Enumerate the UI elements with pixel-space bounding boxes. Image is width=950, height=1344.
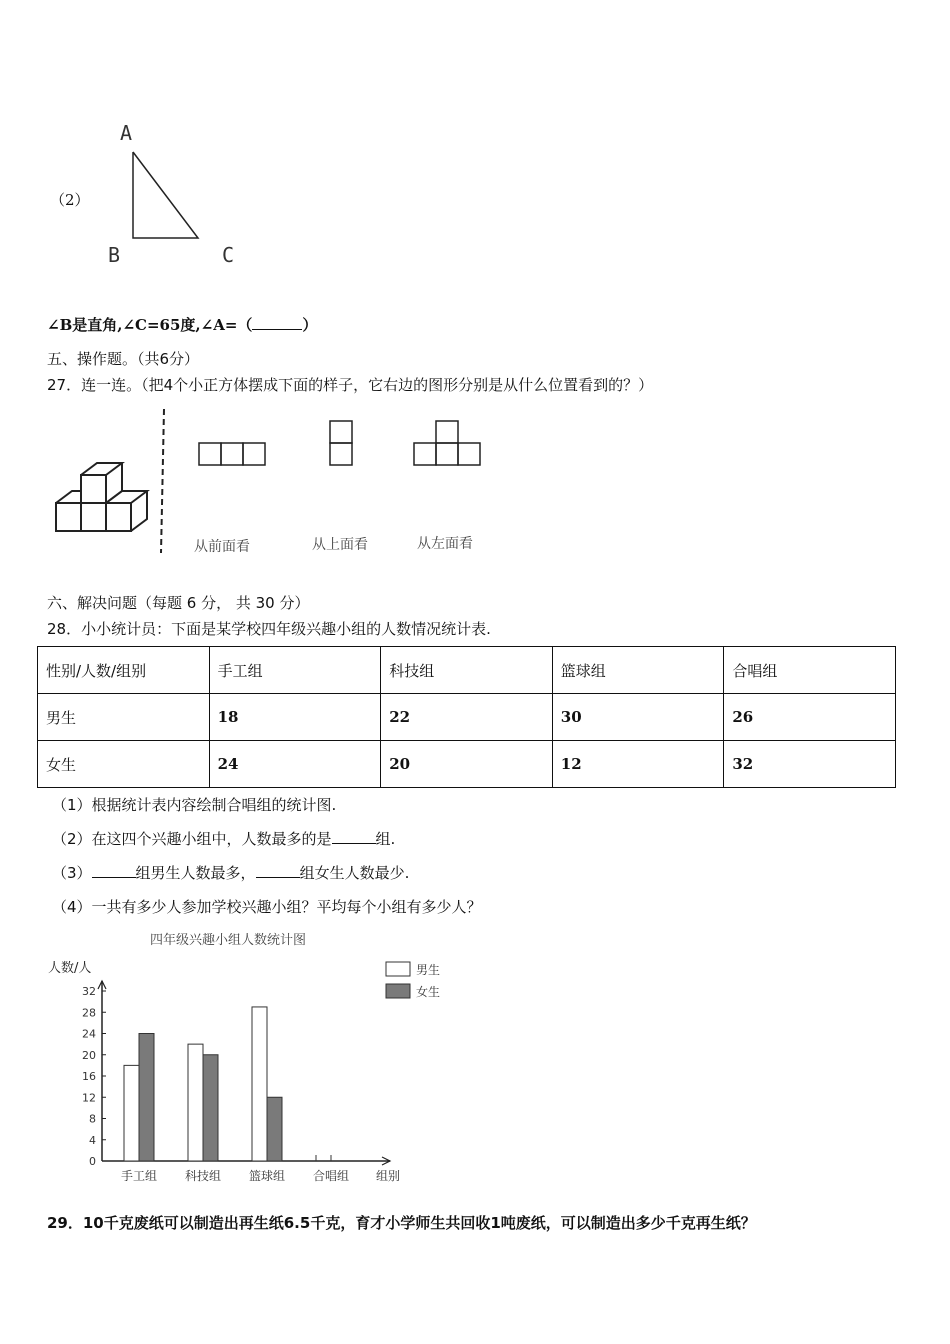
table-header-cell: 合唱组 [724,647,896,694]
y-tick-label: 8 [89,1112,96,1126]
y-tick-label: 4 [89,1133,96,1147]
dashed-divider [161,409,164,553]
table-header-row [38,647,896,694]
y-tick-label: 16 [82,1070,96,1083]
vertex-c-label: C [222,243,235,267]
legend-swatch-female [386,984,410,998]
q28-sub3 [52,862,409,883]
y-tick-label: 20 [82,1048,96,1062]
table-cell: 22 [381,694,553,741]
q28-sub2-prefix: （2）在这四个兴趣小组中，人数最多的是 [52,830,332,848]
q28-sub2-suffix: 组. [375,830,396,848]
q28-text: 28．小小统计员：下面是某学校四年级兴趣小组的人数情况统计表. [47,620,491,638]
q29-text: 29．10千克废纸可以制造出再生纸6.5千克，育才小学师生共回收1吨废纸，可以制造出多少千克再生纸？ [47,1214,756,1232]
table-header-cell: 手工组 [209,647,381,694]
bar-female [267,1097,282,1161]
table-row [38,694,896,741]
q28-sub3-suffix: 组女生人数最少. [299,864,410,882]
q28-sub4: （4）一共有多少人参加学校兴趣小组？平均每个小组有多少人？ [52,898,482,916]
answer-blank-angle-a[interactable] [252,315,302,330]
chart-x-label: 组别 [376,1169,401,1183]
vertex-b-label: B [108,243,121,267]
triangle-question-suffix: ） [302,316,318,334]
q28-sub3-prefix: （3） [52,864,92,882]
q28-sub3-mid: 组男生人数最多， [135,864,256,882]
table-header-cell: 篮球组 [552,647,724,694]
legend-label-female: 女生 [416,985,441,999]
triangle-outline [133,152,198,238]
q28-sub1: （1）根据统计表内容绘制合唱组的统计图. [52,796,337,814]
q28-sub2 [52,828,395,849]
front-view-shape [199,443,265,465]
top-view-shape [330,421,352,465]
table-row [38,741,896,788]
right-triangle-figure [100,118,250,273]
y-tick-label: 28 [82,1006,96,1020]
answer-blank-sub2[interactable] [332,829,376,844]
bar-male [188,1044,203,1161]
section6-heading: 六、解决问题（每题 6 分， 共 30 分） [47,594,310,612]
bar-chart [40,925,480,1190]
q27-text: 27．连一连。（把4个小正方体摆成下面的样子，它右边的图形分别是从什么位置看到的？） [47,376,654,394]
legend-label-male: 男生 [416,963,441,977]
x-category-label: 手工组 [120,1169,158,1183]
x-category-label: 篮球组 [248,1169,286,1183]
y-tick-label: 0 [89,1155,96,1168]
bar-male [124,1065,139,1161]
table-cell: 18 [209,694,381,741]
x-category-label: 合唱组 [312,1169,350,1183]
stats-table [37,646,896,788]
table-header-cell: 性别/人数/组别 [38,647,210,694]
table-cell: 20 [381,741,553,788]
view-label-top: 从上面看 [312,537,368,553]
bar-female [139,1034,154,1162]
chart-title: 四年级兴趣小组人数统计图 [150,933,307,948]
view-label-left: 从左面看 [417,536,473,552]
triangle-question-prefix: ∠B是直角,∠C=65度,∠A=（ [47,316,253,334]
table-row-label: 女生 [38,741,210,788]
view-label-front: 从前面看 [194,539,250,555]
table-cell: 12 [552,741,724,788]
cube-lines [56,463,147,531]
bar-female [203,1055,218,1161]
chart-y-label: 人数/人 [48,961,92,976]
x-category-label: 科技组 [184,1169,222,1183]
table-cell: 32 [724,741,896,788]
table-cell: 24 [209,741,381,788]
table-row-label: 男生 [38,694,210,741]
table-cell: 26 [724,694,896,741]
legend-swatch-male [386,962,410,976]
vertex-a-label: A [120,121,133,145]
y-tick-label: 32 [82,985,96,998]
y-tick-label: 12 [82,1091,96,1105]
left-view-shape [414,421,480,465]
table-cell: 30 [552,694,724,741]
section5-heading: 五、操作题。（共6分） [47,350,200,368]
answer-blank-sub3-male[interactable] [92,863,136,878]
y-tick-label: 24 [82,1027,96,1041]
table-header-cell: 科技组 [381,647,553,694]
bar-male [252,1007,267,1161]
triangle-question [47,314,317,335]
answer-blank-sub3-female[interactable] [256,863,300,878]
triangle-question-number: （2） [50,191,90,209]
